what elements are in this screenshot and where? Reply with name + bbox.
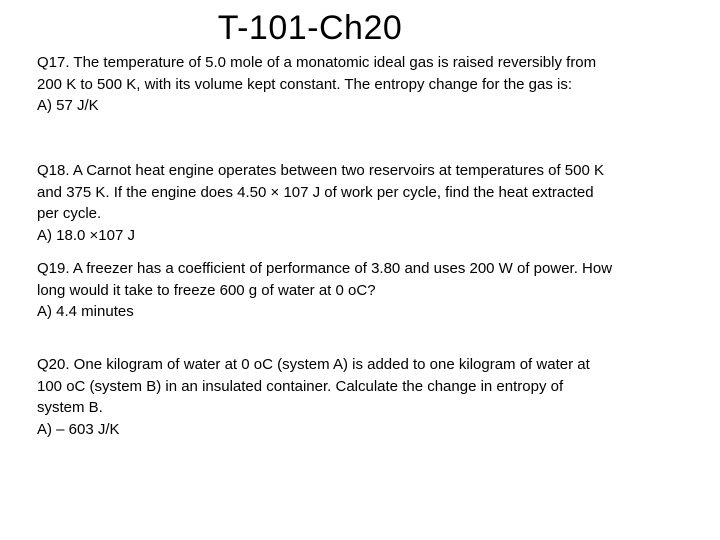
- question-18: [37, 160, 687, 246]
- answer-text: A) 18.0 ×107 J: [37, 226, 135, 244]
- question-text-line: Q17. The temperature of 5.0 mole of a monatomic ideal gas is raised reversibly from: [37, 54, 597, 71]
- question-text-line: Q19. A freezer has a coefficient of performance of 3.80 and uses 200 W of power. How: [37, 260, 613, 277]
- answer-text: A) 4.4 minutes: [37, 303, 134, 320]
- question-20: [37, 354, 687, 440]
- answer-text: A) – 603 J/K: [37, 420, 120, 438]
- slide-title: T-101-Ch20: [217, 9, 403, 47]
- question-text-line: Q18. A Carnot heat engine operates between two reservoirs at temperatures of 500 K: [37, 162, 605, 179]
- question-text-line: and 375 K. If the engine does 4.50 × 107 J of work per cycle, find the heat extracted: [37, 183, 594, 201]
- question-text-line: Q20. One kilogram of water at 0 oC (system A) is added to one kilogram of water at: [37, 356, 590, 373]
- question-text-line: system B.: [37, 399, 103, 416]
- answer-text: A) 57 J/K: [37, 97, 99, 114]
- question-text-line: 100 oC (system B) in an insulated container. Calculate the change in entropy of: [37, 377, 564, 395]
- question-19: [37, 258, 687, 323]
- question-text-line: per cycle.: [37, 205, 102, 222]
- question-text-line: 200 K to 500 K, with its volume kept constant. The entropy change for the gas is:: [37, 75, 573, 93]
- question-text-line: long would it take to freeze 600 g of water at 0 oC?: [37, 281, 376, 299]
- question-17: [37, 52, 687, 117]
